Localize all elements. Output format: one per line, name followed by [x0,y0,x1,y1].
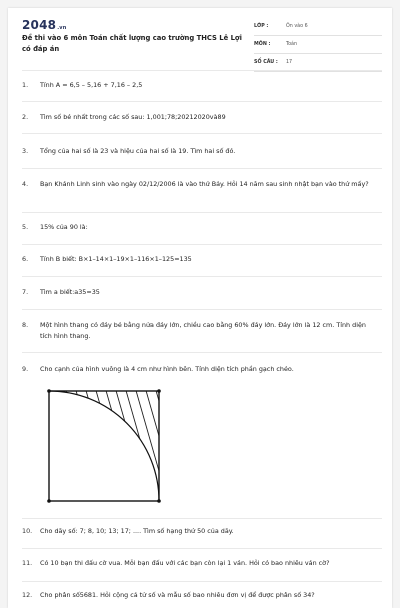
hatched-region [49,386,174,506]
meta-label: SỐ CÂU : [254,60,278,65]
divider [22,212,382,213]
question-text: Một hình thang có đáy bé bằng nửa đáy lớn, chiều cao bằng 60% đáy lớn. Đáy lớn là 12 cm. Tính diện tích hình thang. [40,321,366,340]
divider [22,133,382,134]
meta-value: Ôn vào 6 [286,24,308,29]
question-number: 12. [22,591,33,599]
question-number: 5. [22,223,29,231]
site-logo[interactable]: 2048.vn [22,18,67,32]
arc [49,391,159,501]
question-text: Tổng của hai số là 23 và hiệu của hai số là 19. Tìm hai số đó. [40,147,236,155]
question-text: Có 10 bạn thi đấu cờ vua. Mỗi bạn đấu với các bạn còn lại 1 ván. Hỏi có bao nhiêu ván cờ? [40,559,330,567]
square-outline [49,391,159,501]
meta-subject [254,36,382,54]
question-text: Cho dãy số: 7; 8, 10; 13; 17; .... Tìm số hạng thứ 50 của dãy. [40,527,234,535]
question-text: Bạn Khánh Linh sinh vào ngày 02/12/2006 là vào thứ Bảy. Hỏi 14 năm sau sinh nhật bạn vào thứ mấy? [40,180,369,188]
question-number: 10. [22,527,33,535]
divider [22,548,382,549]
question-text: Tìm a biết:a35=35 [40,288,100,296]
divider [22,101,382,102]
question-text: Tìm số bé nhất trong các số sau: 1,001;78;20212020và89 [40,113,226,121]
divider [22,581,382,582]
meta-label: MÔN : [254,42,271,47]
question-number: 3. [22,147,29,155]
divider [22,244,382,245]
document-page [8,8,392,608]
question-number: 8. [22,321,29,329]
question-number: 7. [22,288,29,296]
vertex-dot [47,389,51,393]
square-quarter-circle-figure [44,386,174,508]
meta-value: 17 [286,60,293,65]
question-text: Cho phân số5681. Hỏi cộng cả tử số và mẫu số bao nhiêu đơn vị để được phân số 34? [40,591,315,599]
question-number: 2. [22,113,29,121]
divider [22,70,382,71]
question-text: Tính B biết: B×1–14×1–19×1–116×1–125=135 [40,255,192,263]
question-number: 6. [22,255,29,263]
divider [22,352,382,353]
question-number: 11. [22,559,33,567]
question-number: 4. [22,180,29,188]
page-title: Đề thi vào 6 môn Toán chất lượng cao trường THCS Lê Lợi có đáp án [22,34,242,53]
question-number: 9. [22,365,29,373]
divider [22,168,382,169]
divider [22,309,382,310]
vertex-dot [47,499,51,503]
question-text: Tính A = 6,5 – 5,16 + 7,16 – 2,5 [40,81,143,89]
divider [22,518,382,519]
meta-info [254,18,382,72]
question-text: Cho cạnh của hình vuông là 4 cm như hình bên. Tính diện tích phần gạch chéo. [40,365,294,373]
divider [22,276,382,277]
meta-value: Toán [286,42,298,47]
question-text: 15% của 90 là: [40,223,88,231]
question-number: 1. [22,81,29,89]
meta-label: LỚP : [254,24,269,29]
vertex-dot [157,389,161,393]
vertex-dot [157,499,161,503]
meta-class [254,18,382,36]
